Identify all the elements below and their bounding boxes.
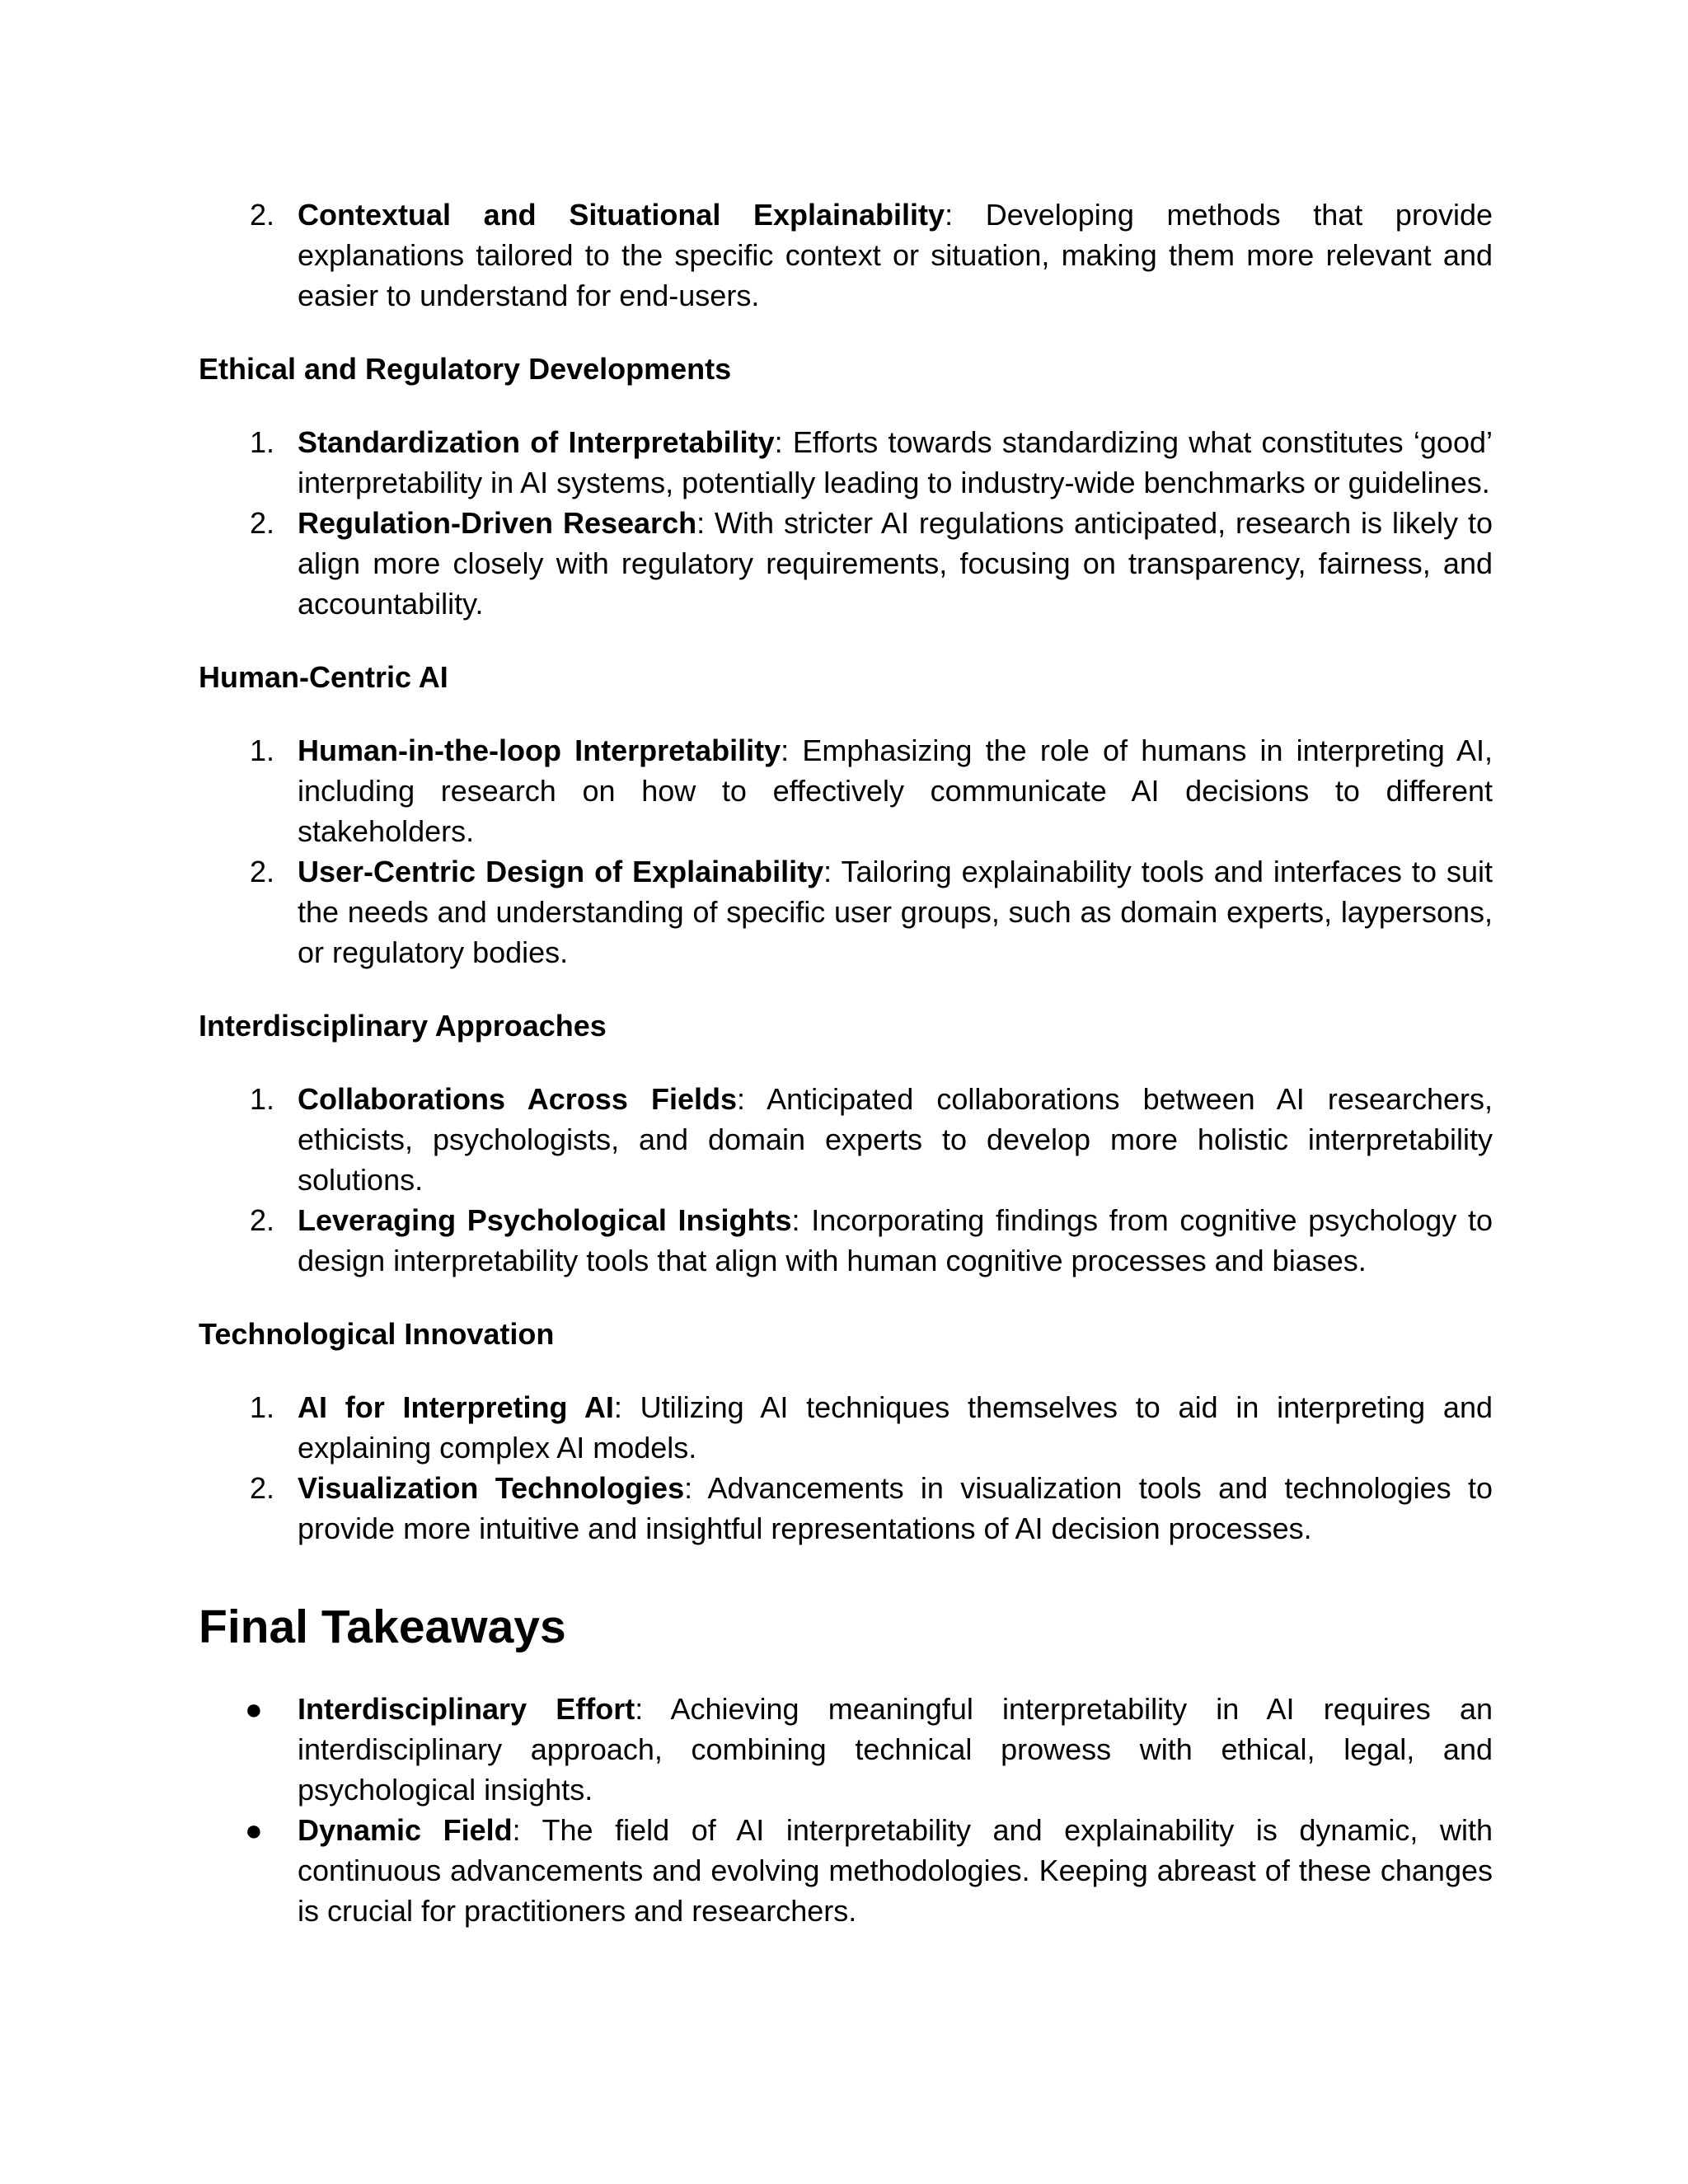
item-term: Standardization of Interpretability <box>298 425 775 459</box>
item-term: Leveraging Psychological Insights <box>298 1203 792 1237</box>
list-number: 2. <box>249 1471 274 1505</box>
final-takeaways-list <box>199 1689 1493 1931</box>
item-term: User-Centric Design of Explainability <box>298 855 824 888</box>
item-description: : The field of AI interpretability and explainability is dynamic, with continuous advancements and evolving methodologies. Keeping abreast of these changes is crucial for practitioners and researchers. <box>298 1813 1493 1928</box>
list-item <box>199 1468 1493 1549</box>
item-description: : Utilizing AI techniques themselves to aid in interpreting and explaining complex AI models. <box>298 1390 1493 1465</box>
list-number: 2. <box>249 198 274 232</box>
section-heading-ethical-regulatory: Ethical and Regulatory Developments <box>199 352 732 386</box>
bullet-icon: ● <box>245 1813 263 1847</box>
item-term: Collaborations Across Fields <box>298 1082 737 1116</box>
list-item <box>199 851 1493 972</box>
intro-list <box>199 194 1493 316</box>
list-item <box>199 1810 1493 1931</box>
item-description: : Tailoring explainability tools and interfaces to suit the needs and understanding of specific user groups, such as domain experts, laypersons, or regulatory bodies. <box>298 855 1493 969</box>
item-description: : Emphasizing the role of humans in interpreting AI, including research on how to effectively communicate AI decisions to different stakeholders. <box>298 733 1493 848</box>
list-number: 1. <box>249 1082 274 1116</box>
section-heading-interdisciplinary: Interdisciplinary Approaches <box>199 1009 607 1043</box>
item-description: : Advancements in visualization tools and technologies to provide more intuitive and insightful representations of AI decision processes. <box>298 1471 1493 1545</box>
item-description: : Developing methods that provide explanations tailored to the specific context or situation, making them more relevant and easier to understand for end-users. <box>298 198 1493 312</box>
section-list-ethical-regulatory <box>199 422 1493 624</box>
list-number: 2. <box>249 855 274 888</box>
item-term: Human-in-the-loop Interpretability <box>298 733 781 767</box>
item-description: : Anticipated collaborations between AI researchers, ethicists, psychologists, and domain experts to develop more holistic interpretability solutions. <box>298 1082 1493 1197</box>
item-description: : Efforts towards standardizing what constitutes ‘good’ interpretability in AI systems, potentially leading to industry-wide benchmarks or guidelines. <box>298 425 1493 499</box>
list-item <box>199 1387 1493 1468</box>
section-heading-technological: Technological Innovation <box>199 1317 555 1351</box>
item-term: AI for Interpreting AI <box>298 1390 614 1424</box>
list-number: 2. <box>249 1203 274 1237</box>
list-item <box>199 730 1493 851</box>
document-content <box>199 194 1493 1931</box>
item-description: : With stricter AI regulations anticipated, research is likely to align more closely with regulatory requirements, focusing on transparency, fairness, and accountability. <box>298 506 1493 621</box>
section-list-technological <box>199 1387 1493 1549</box>
item-term: Interdisciplinary Effort <box>298 1692 635 1726</box>
section-list-human-centric <box>199 730 1493 972</box>
item-term: Regulation-Driven Research <box>298 506 697 540</box>
list-number: 1. <box>249 1390 274 1424</box>
list-item <box>199 1079 1493 1200</box>
list-number: 1. <box>249 733 274 767</box>
list-item <box>199 1689 1493 1810</box>
list-item <box>199 194 1493 316</box>
list-number: 1. <box>249 425 274 459</box>
list-item <box>199 1200 1493 1281</box>
section-heading-human-centric: Human-Centric AI <box>199 660 448 694</box>
list-number: 2. <box>249 506 274 540</box>
bullet-icon: ● <box>245 1692 263 1726</box>
item-description: : Achieving meaningful interpretability in AI requires an interdisciplinary approach, combining technical prowess with ethical, legal, and psychological insights. <box>298 1692 1493 1807</box>
item-term: Visualization Technologies <box>298 1471 685 1505</box>
item-term: Contextual and Situational Explainability <box>298 198 945 232</box>
item-description: : Incorporating findings from cognitive psychology to design interpretability tools that align with human cognitive processes and biases. <box>298 1203 1493 1277</box>
section-list-interdisciplinary <box>199 1079 1493 1281</box>
item-term: Dynamic Field <box>298 1813 513 1847</box>
final-takeaways-title: Final Takeaways <box>199 1601 566 1653</box>
list-item <box>199 422 1493 503</box>
list-item <box>199 503 1493 624</box>
